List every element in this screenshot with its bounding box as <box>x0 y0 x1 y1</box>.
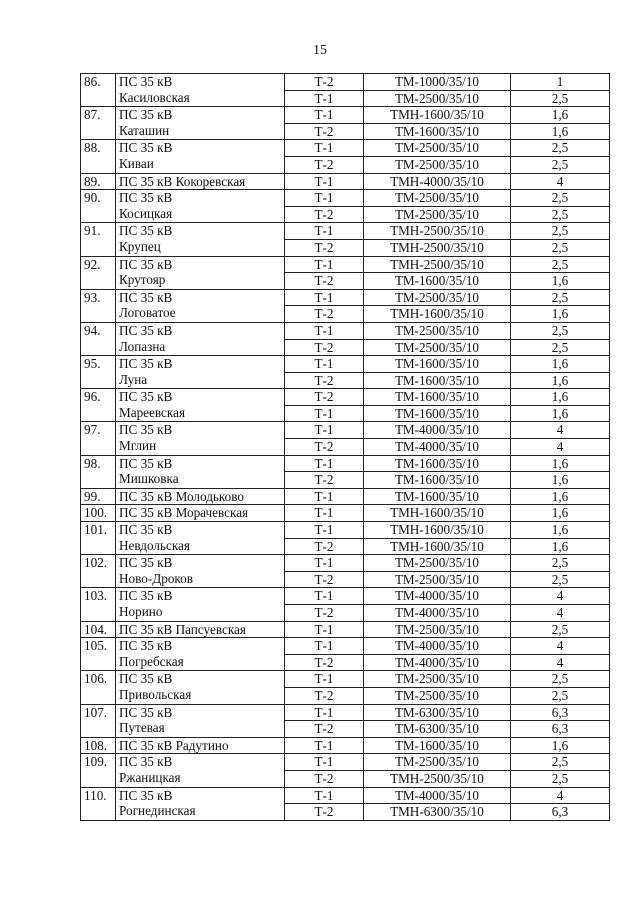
transformer-power-cell: 2,5 <box>511 90 610 107</box>
transformer-type-cell: ТМ-2500/35/10 <box>364 289 511 306</box>
transformer-id-cell: Т-2 <box>285 389 364 406</box>
transformer-power-cell: 1,6 <box>511 306 610 323</box>
transformer-power-cell: 6,3 <box>511 704 610 721</box>
substation-name-line: Мглин <box>119 438 157 454</box>
substation-name-cell <box>116 422 285 455</box>
substation-name-line: Луна <box>119 371 148 387</box>
transformer-id-cell: Т-1 <box>285 223 364 240</box>
transformer-type-cell: ТМ-2500/35/10 <box>364 555 511 572</box>
transformer-id-cell: Т-2 <box>285 74 364 91</box>
substation-name-line: Лопазна <box>119 338 166 354</box>
transformer-type-cell: ТМН-1600/35/10 <box>364 505 511 522</box>
substation-name-cell <box>116 190 285 223</box>
table-row <box>81 704 610 721</box>
transformer-type-cell: ТМ-2500/35/10 <box>364 671 511 688</box>
substation-name-cell <box>116 173 285 190</box>
transformer-id-cell: Т-1 <box>285 90 364 107</box>
transformer-type-cell: ТМ-2500/35/10 <box>364 322 511 339</box>
transformer-power-cell: 2,5 <box>511 671 610 688</box>
transformer-id-cell: Т-2 <box>285 654 364 671</box>
transformer-type-cell: ТМ-2500/35/10 <box>364 339 511 356</box>
transformer-power-cell: 2,5 <box>511 223 610 240</box>
row-number-cell: 92. <box>81 256 116 289</box>
transformer-type-cell: ТМ-4000/35/10 <box>364 605 511 622</box>
transformer-id-cell: Т-1 <box>285 422 364 439</box>
transformer-power-cell: 1 <box>511 74 610 91</box>
transformer-power-cell: 2,5 <box>511 621 610 638</box>
transformer-power-cell: 1,6 <box>511 505 610 522</box>
transformer-power-cell: 2,5 <box>511 140 610 157</box>
transformer-power-cell: 1,6 <box>511 522 610 539</box>
transformer-id-cell: Т-1 <box>285 588 364 605</box>
transformer-power-cell: 2,5 <box>511 322 610 339</box>
transformer-power-cell: 1,6 <box>511 472 610 489</box>
transformer-type-cell: ТМН-1600/35/10 <box>364 538 511 555</box>
row-number-cell: 90. <box>81 190 116 223</box>
table-row <box>81 356 610 373</box>
table-body <box>81 74 610 821</box>
transformer-id-cell: Т-1 <box>285 107 364 124</box>
substation-name-line: Путевая <box>119 720 165 736</box>
transformer-type-cell: ТМ-1600/35/10 <box>364 372 511 389</box>
substation-name-line: ПС 35 кВ <box>119 787 173 803</box>
transformer-type-cell: ТМН-1600/35/10 <box>364 306 511 323</box>
row-number-cell: 109. <box>81 754 116 787</box>
transformer-id-cell: Т-2 <box>285 538 364 555</box>
substation-name-line: Ржаницкая <box>119 769 181 785</box>
table-row <box>81 422 610 439</box>
transformer-type-cell: ТМН-2500/35/10 <box>364 223 511 240</box>
substation-name-line: ПС 35 кВ <box>119 356 173 372</box>
transformer-power-cell: 1,6 <box>511 356 610 373</box>
substation-name-line: ПС 35 кВ <box>119 289 173 305</box>
row-number-cell: 91. <box>81 223 116 256</box>
transformer-power-cell: 4 <box>511 173 610 190</box>
table-row <box>81 455 610 472</box>
transformer-type-cell: ТМ-1600/35/10 <box>364 356 511 373</box>
transformer-id-cell: Т-1 <box>285 289 364 306</box>
transformer-type-cell: ТМ-2500/35/10 <box>364 140 511 157</box>
row-number-cell: 97. <box>81 422 116 455</box>
substation-name-line: ПС 35 кВ <box>119 671 173 687</box>
table-row <box>81 107 610 124</box>
transformer-id-cell: Т-1 <box>285 555 364 572</box>
substation-name-line: Косицкая <box>119 205 173 221</box>
row-number-cell: 108. <box>81 737 116 754</box>
transformer-power-cell: 4 <box>511 787 610 804</box>
transformer-power-cell: 2,5 <box>511 256 610 273</box>
substation-name-line: ПС 35 кВ Радутино <box>119 737 229 753</box>
substation-name-line: Киваи <box>119 155 154 171</box>
substation-name-line: ПС 35 кВ Папсуевская <box>119 621 246 637</box>
transformer-type-cell: ТМ-1600/35/10 <box>364 389 511 406</box>
table-row <box>81 737 610 754</box>
transformer-power-cell: 4 <box>511 422 610 439</box>
row-number-cell: 99. <box>81 488 116 505</box>
substation-name-cell <box>116 256 285 289</box>
transformer-id-cell: Т-1 <box>285 173 364 190</box>
transformer-type-cell: ТМ-2500/35/10 <box>364 571 511 588</box>
substation-name-line: ПС 35 кВ <box>119 74 173 89</box>
transformer-type-cell: ТМ-1600/35/10 <box>364 123 511 140</box>
table-row <box>81 322 610 339</box>
substation-name-line: Крупец <box>119 238 161 254</box>
transformer-id-cell: Т-1 <box>285 405 364 422</box>
transformer-type-cell: ТМН-4000/35/10 <box>364 173 511 190</box>
transformer-power-cell: 2,5 <box>511 289 610 306</box>
substation-name-line: ПС 35 кВ <box>119 555 173 571</box>
transformer-type-cell: ТМ-4000/35/10 <box>364 638 511 655</box>
table-row <box>81 621 610 638</box>
substation-name-line: ПС 35 кВ Молодьково <box>119 488 244 504</box>
transformer-id-cell: Т-1 <box>285 638 364 655</box>
transformer-id-cell: Т-2 <box>285 239 364 256</box>
substation-name-cell <box>116 555 285 588</box>
substation-name-line: Крутояр <box>119 272 166 288</box>
transformer-type-cell: ТМ-2500/35/10 <box>364 90 511 107</box>
transformer-power-cell: 2,5 <box>511 754 610 771</box>
transformer-id-cell: Т-2 <box>285 439 364 456</box>
transformer-type-cell: ТМ-1000/35/10 <box>364 74 511 91</box>
table-row <box>81 74 610 91</box>
substation-name-cell <box>116 488 285 505</box>
transformer-type-cell: ТМ-2500/35/10 <box>364 190 511 207</box>
transformer-power-cell: 4 <box>511 638 610 655</box>
substation-name-cell <box>116 638 285 671</box>
substation-name-cell <box>116 754 285 787</box>
transformer-id-cell: Т-2 <box>285 770 364 787</box>
row-number-cell: 94. <box>81 322 116 355</box>
transformer-type-cell: ТМ-4000/35/10 <box>364 422 511 439</box>
transformer-power-cell: 2,5 <box>511 555 610 572</box>
substation-name-line: Норино <box>119 604 163 619</box>
substation-name-line: Ново-Дроков <box>119 570 193 586</box>
substation-name-cell <box>116 223 285 256</box>
substation-name-line: Привольская <box>119 686 192 702</box>
transformer-type-cell: ТМ-1600/35/10 <box>364 472 511 489</box>
substation-name-line: Логоватое <box>119 305 176 321</box>
substation-name-cell <box>116 621 285 638</box>
transformer-id-cell: Т-2 <box>285 206 364 223</box>
substation-name-cell <box>116 455 285 488</box>
substation-name-line: ПС 35 кВ <box>119 704 173 720</box>
transformer-type-cell: ТМН-1600/35/10 <box>364 107 511 124</box>
transformer-power-cell: 4 <box>511 605 610 622</box>
transformer-power-cell: 1,6 <box>511 455 610 472</box>
transformer-type-cell: ТМ-2500/35/10 <box>364 687 511 704</box>
transformer-id-cell: Т-1 <box>285 671 364 688</box>
transformer-id-cell: Т-1 <box>285 754 364 771</box>
transformer-power-cell: 2,5 <box>511 190 610 207</box>
table-row <box>81 488 610 505</box>
substation-name-line: ПС 35 кВ <box>119 522 173 538</box>
substation-name-cell <box>116 522 285 555</box>
substation-name-line: ПС 35 кВ <box>119 190 173 206</box>
transformer-type-cell: ТМ-4000/35/10 <box>364 787 511 804</box>
transformer-id-cell: Т-2 <box>285 273 364 290</box>
row-number-cell: 100. <box>81 505 116 522</box>
substation-name-cell <box>116 107 285 140</box>
transformer-power-cell: 2,5 <box>511 571 610 588</box>
transformer-type-cell: ТМ-2500/35/10 <box>364 156 511 173</box>
substation-name-line: ПС 35 кВ <box>119 588 173 604</box>
row-number-cell: 106. <box>81 671 116 704</box>
transformer-type-cell: ТМ-2500/35/10 <box>364 621 511 638</box>
row-number-cell: 110. <box>81 787 116 820</box>
substation-name-line: ПС 35 кВ <box>119 754 173 770</box>
transformer-id-cell: Т-1 <box>285 322 364 339</box>
substation-name-cell <box>116 389 285 422</box>
row-number-cell: 86. <box>81 74 116 107</box>
transformer-type-cell: ТМН-6300/35/10 <box>364 804 511 821</box>
transformer-power-cell: 2,5 <box>511 239 610 256</box>
row-number-cell: 96. <box>81 389 116 422</box>
row-number-cell: 98. <box>81 455 116 488</box>
transformer-id-cell: Т-2 <box>285 156 364 173</box>
substation-name-line: ПС 35 кВ Кокоревская <box>119 173 246 189</box>
substation-name-line: Мареевская <box>119 404 186 420</box>
row-number-cell: 102. <box>81 555 116 588</box>
transformer-id-cell: Т-1 <box>285 522 364 539</box>
transformer-power-cell: 2,5 <box>511 770 610 787</box>
substation-name-cell <box>116 74 285 107</box>
transformer-id-cell: Т-2 <box>285 472 364 489</box>
transformer-type-cell: ТМ-2500/35/10 <box>364 206 511 223</box>
table-row <box>81 555 610 572</box>
substation-name-line: ПС 35 кВ <box>119 638 173 654</box>
substation-name-cell <box>116 356 285 389</box>
substation-name-line: Касиловская <box>119 89 190 105</box>
substation-name-cell <box>116 505 285 522</box>
substation-name-cell <box>116 140 285 173</box>
substation-name-line: Мишковка <box>119 471 179 487</box>
substation-name-cell <box>116 289 285 322</box>
transformer-power-cell: 1,6 <box>511 123 610 140</box>
substation-name-cell <box>116 737 285 754</box>
transformer-power-cell: 1,6 <box>511 107 610 124</box>
transformer-id-cell: Т-1 <box>285 737 364 754</box>
substation-name-line: Невдольская <box>119 537 190 553</box>
table-row <box>81 256 610 273</box>
transformer-type-cell: ТМН-2500/35/10 <box>364 770 511 787</box>
transformer-id-cell: Т-1 <box>285 787 364 804</box>
row-number-cell: 104. <box>81 621 116 638</box>
transformer-type-cell: ТМ-4000/35/10 <box>364 588 511 605</box>
substation-name-line: ПС 35 кВ <box>119 140 173 156</box>
transformer-power-cell: 1,6 <box>511 488 610 505</box>
transformer-power-cell: 1,6 <box>511 273 610 290</box>
table-row <box>81 522 610 539</box>
transformer-type-cell: ТМ-1600/35/10 <box>364 455 511 472</box>
transformer-id-cell: Т-1 <box>285 455 364 472</box>
transformer-id-cell: Т-1 <box>285 488 364 505</box>
row-number-cell: 103. <box>81 588 116 621</box>
substation-name-line: ПС 35 кВ Морачевская <box>119 505 249 521</box>
table-row <box>81 389 610 406</box>
transformer-power-cell: 2,5 <box>511 339 610 356</box>
transformer-id-cell: Т-2 <box>285 339 364 356</box>
substation-name-cell <box>116 322 285 355</box>
table-row <box>81 190 610 207</box>
table-row <box>81 787 610 804</box>
substation-name-cell <box>116 588 285 621</box>
transformer-type-cell: ТМ-2500/35/10 <box>364 754 511 771</box>
table-row <box>81 173 610 190</box>
transformer-power-cell: 4 <box>511 588 610 605</box>
transformer-type-cell: ТМ-6300/35/10 <box>364 721 511 738</box>
substation-name-line: ПС 35 кВ <box>119 322 173 338</box>
transformer-power-cell: 1,6 <box>511 538 610 555</box>
transformer-id-cell: Т-2 <box>285 804 364 821</box>
transformer-type-cell: ТМ-1600/35/10 <box>364 405 511 422</box>
transformer-type-cell: ТМ-6300/35/10 <box>364 704 511 721</box>
transformer-id-cell: Т-1 <box>285 621 364 638</box>
transformer-power-cell: 4 <box>511 654 610 671</box>
transformer-id-cell: Т-1 <box>285 256 364 273</box>
transformer-type-cell: ТМН-2500/35/10 <box>364 256 511 273</box>
table-row <box>81 588 610 605</box>
table-row <box>81 140 610 157</box>
transformer-type-cell: ТМ-4000/35/10 <box>364 439 511 456</box>
substation-name-cell <box>116 671 285 704</box>
transformer-id-cell: Т-2 <box>285 123 364 140</box>
transformer-id-cell: Т-1 <box>285 190 364 207</box>
transformer-power-cell: 1,6 <box>511 372 610 389</box>
substation-name-line: ПС 35 кВ <box>119 223 173 239</box>
table-row <box>81 754 610 771</box>
row-number-cell: 101. <box>81 522 116 555</box>
substation-name-line: ПС 35 кВ <box>119 107 173 123</box>
transformer-power-cell: 2,5 <box>511 156 610 173</box>
table-row <box>81 638 610 655</box>
transformer-type-cell: ТМ-1600/35/10 <box>364 273 511 290</box>
transformer-id-cell: Т-2 <box>285 306 364 323</box>
substation-name-line: Рогнединская <box>119 803 196 819</box>
transformer-id-cell: Т-2 <box>285 372 364 389</box>
transformer-type-cell: ТМ-1600/35/10 <box>364 737 511 754</box>
transformer-power-cell: 2,5 <box>511 687 610 704</box>
transformer-power-cell: 2,5 <box>511 206 610 223</box>
row-number-cell: 87. <box>81 107 116 140</box>
transformer-power-cell: 1,6 <box>511 405 610 422</box>
transformer-power-cell: 1,6 <box>511 389 610 406</box>
substation-name-line: Каташин <box>119 122 170 138</box>
transformer-id-cell: Т-1 <box>285 356 364 373</box>
table-row <box>81 289 610 306</box>
transformer-id-cell: Т-2 <box>285 571 364 588</box>
transformer-power-cell: 4 <box>511 439 610 456</box>
transformer-id-cell: Т-2 <box>285 687 364 704</box>
substation-name-line: Погребская <box>119 653 184 669</box>
transformer-power-cell: 6,3 <box>511 721 610 738</box>
substation-table <box>80 73 610 821</box>
transformer-type-cell: ТМ-1600/35/10 <box>364 488 511 505</box>
substation-name-cell <box>116 704 285 737</box>
transformer-type-cell: ТМ-4000/35/10 <box>364 654 511 671</box>
substation-name-line: ПС 35 кВ <box>119 422 173 438</box>
transformer-id-cell: Т-2 <box>285 721 364 738</box>
row-number-cell: 89. <box>81 173 116 190</box>
page-number: 15 <box>313 43 327 58</box>
row-number-cell: 88. <box>81 140 116 173</box>
transformer-power-cell: 1,6 <box>511 737 610 754</box>
transformer-id-cell: Т-1 <box>285 505 364 522</box>
substation-name-line: ПС 35 кВ <box>119 256 173 272</box>
row-number-cell: 93. <box>81 289 116 322</box>
row-number-cell: 107. <box>81 704 116 737</box>
substation-name-line: ПС 35 кВ <box>119 389 173 405</box>
substation-name-line: ПС 35 кВ <box>119 455 173 471</box>
transformer-id-cell: Т-1 <box>285 140 364 157</box>
transformer-id-cell: Т-1 <box>285 704 364 721</box>
transformer-type-cell: ТМН-1600/35/10 <box>364 522 511 539</box>
table-row <box>81 223 610 240</box>
transformer-type-cell: ТМН-2500/35/10 <box>364 239 511 256</box>
row-number-cell: 95. <box>81 356 116 389</box>
substation-name-cell <box>116 787 285 820</box>
transformer-id-cell: Т-2 <box>285 605 364 622</box>
table-row <box>81 505 610 522</box>
transformer-power-cell: 6,3 <box>511 804 610 821</box>
table-row <box>81 671 610 688</box>
row-number-cell: 105. <box>81 638 116 671</box>
